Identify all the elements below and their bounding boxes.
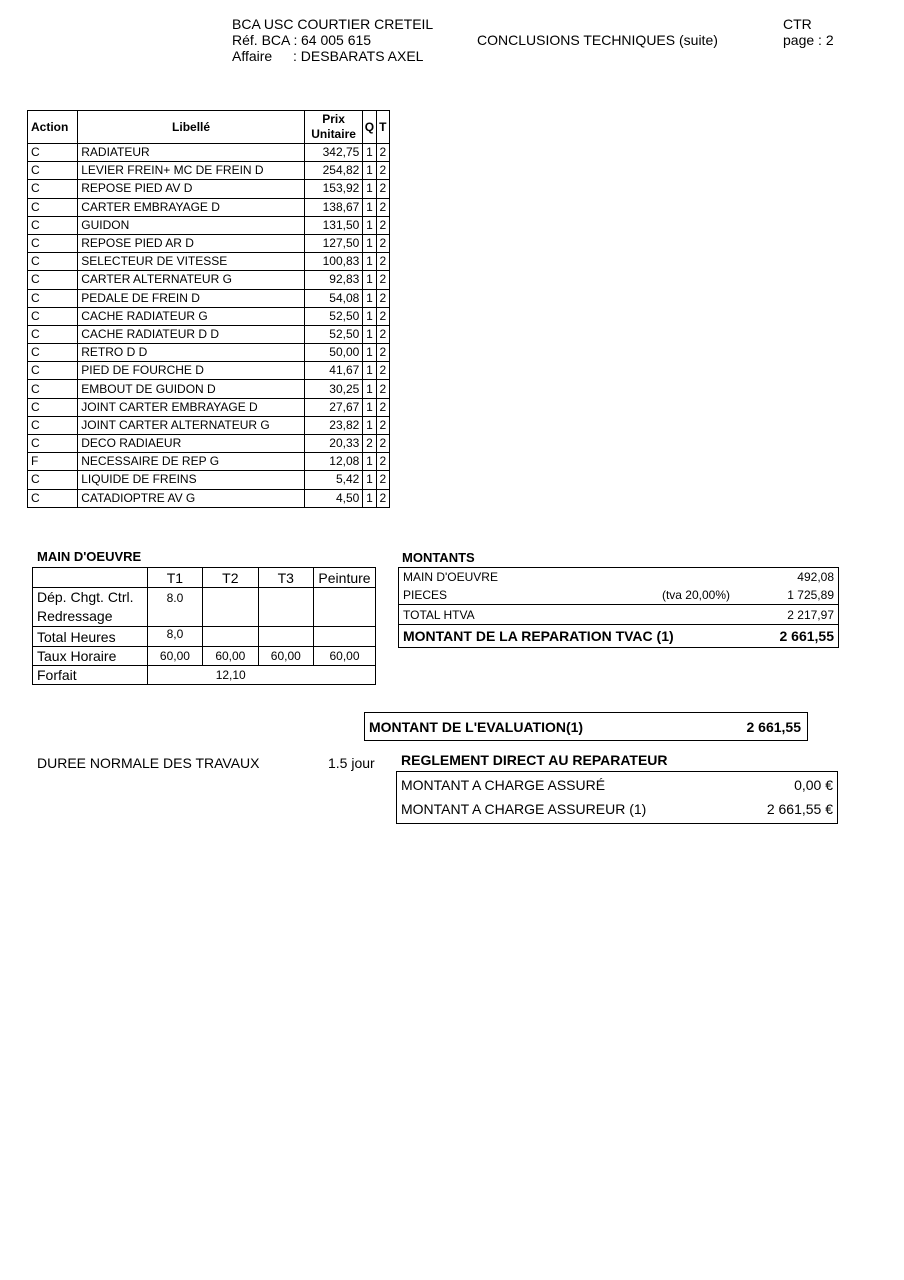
cell-libelle: LIQUIDE DE FREINS <box>78 471 305 489</box>
cell-q: 1 <box>363 398 376 416</box>
table-row <box>28 435 390 453</box>
amounts-title: MONTANTS <box>402 550 475 565</box>
table-row <box>28 489 390 507</box>
cell-q: 1 <box>363 271 376 289</box>
cell-action: C <box>28 289 78 307</box>
cell-prix: 12,08 <box>304 453 362 471</box>
table-row <box>28 216 390 234</box>
table-row <box>28 162 390 180</box>
cell-t: 2 <box>376 289 389 307</box>
dep-label: Dép. Chgt. Ctrl. <box>37 589 134 605</box>
mo-label: MAIN D'OEUVRE <box>403 570 498 584</box>
cell-action: C <box>28 307 78 325</box>
cell-t: 2 <box>376 398 389 416</box>
total-hours-label: Total Heures <box>33 627 148 647</box>
cell-q: 1 <box>363 198 376 216</box>
cell-t: 2 <box>376 453 389 471</box>
cell-libelle: CACHE RADIATEUR D D <box>78 325 305 343</box>
cell-libelle: RADIATEUR <box>78 144 305 162</box>
cell-action: C <box>28 198 78 216</box>
col-libelle: Libellé <box>78 111 305 144</box>
cell-libelle: PIED DE FOURCHE D <box>78 362 305 380</box>
cell-q: 1 <box>363 471 376 489</box>
company-name: BCA USC COURTIER CRETEIL <box>232 16 434 32</box>
cell-action: C <box>28 162 78 180</box>
cell-libelle: LEVIER FREIN+ MC DE FREIN D <box>78 162 305 180</box>
taux-t1: 60,00 <box>147 647 202 666</box>
cell-action: C <box>28 144 78 162</box>
pieces-tva: (tva 20,00%) <box>661 588 730 602</box>
table-row <box>28 398 390 416</box>
cell-prix: 92,83 <box>304 271 362 289</box>
labour-table <box>32 567 376 685</box>
cell-libelle: CARTER ALTERNATEUR G <box>78 271 305 289</box>
parts-table <box>27 110 390 508</box>
cell-t: 2 <box>376 198 389 216</box>
dep-t1: 8.0 <box>147 588 202 627</box>
cell-libelle: EMBOUT DE GUIDON D <box>78 380 305 398</box>
taux-peinture: 60,00 <box>314 647 376 666</box>
cell-t: 2 <box>376 162 389 180</box>
cell-action: F <box>28 453 78 471</box>
labour-col-t2: T2 <box>203 568 258 588</box>
cell-prix: 131,50 <box>304 216 362 234</box>
redressage-label: Redressage <box>37 608 113 624</box>
cell-q: 1 <box>363 162 376 180</box>
cell-action: C <box>28 216 78 234</box>
cell-q: 1 <box>363 216 376 234</box>
cell-t: 2 <box>376 253 389 271</box>
cell-libelle: CATADIOPTRE AV G <box>78 489 305 507</box>
cell-libelle: DECO RADIAEUR <box>78 435 305 453</box>
table-row <box>28 362 390 380</box>
taux-label: Taux Horaire <box>33 647 148 666</box>
cell-action: C <box>28 362 78 380</box>
pieces-label: PIECES <box>403 588 448 602</box>
cell-prix: 5,42 <box>304 471 362 489</box>
cell-t: 2 <box>376 489 389 507</box>
cell-action: C <box>28 180 78 198</box>
cell-t: 2 <box>376 216 389 234</box>
table-row <box>28 325 390 343</box>
pieces-value: 1 725,89 <box>787 588 834 602</box>
cell-action: C <box>28 489 78 507</box>
cell-q: 1 <box>363 344 376 362</box>
taux-t2: 60,00 <box>203 647 258 666</box>
labour-col-t3: T3 <box>258 568 313 588</box>
evaluation-box <box>364 712 808 741</box>
reglement-box <box>396 771 838 824</box>
cell-t: 2 <box>376 435 389 453</box>
col-action: Action <box>28 111 78 144</box>
forfait-label: Forfait <box>33 666 148 685</box>
assureur-value: 2 661,55 € <box>766 801 833 817</box>
cell-q: 1 <box>363 144 376 162</box>
col-prix: Prix Unitaire <box>304 111 362 144</box>
cell-q: 1 <box>363 362 376 380</box>
cell-action: C <box>28 325 78 343</box>
parts-table-body <box>28 144 390 508</box>
cell-action: C <box>28 416 78 434</box>
ref-label: Réf. BCA : <box>232 32 298 48</box>
cell-libelle: JOINT CARTER ALTERNATEUR G <box>78 416 305 434</box>
table-row <box>28 307 390 325</box>
evaluation-label: MONTANT DE L'EVALUATION(1) <box>369 719 584 735</box>
cell-q: 1 <box>363 307 376 325</box>
table-row <box>28 471 390 489</box>
htva-label: TOTAL HTVA <box>399 605 585 625</box>
cell-libelle: SELECTEUR DE VITESSE <box>78 253 305 271</box>
cell-q: 1 <box>363 380 376 398</box>
table-row <box>28 416 390 434</box>
table-row <box>28 198 390 216</box>
table-row <box>28 453 390 471</box>
document-title: CONCLUSIONS TECHNIQUES (suite) <box>477 32 718 48</box>
cell-q: 1 <box>363 289 376 307</box>
cell-q: 1 <box>363 416 376 434</box>
cell-prix: 41,67 <box>304 362 362 380</box>
table-row <box>28 253 390 271</box>
cell-q: 1 <box>363 489 376 507</box>
tvac-value: 2 661,55 <box>750 625 839 648</box>
duration-label: DUREE NORMALE DES TRAVAUX <box>37 755 260 771</box>
duration-value: 1.5 jour <box>328 755 375 771</box>
cell-prix: 254,82 <box>304 162 362 180</box>
cell-t: 2 <box>376 325 389 343</box>
document-code: CTR <box>783 16 812 32</box>
amounts-table <box>398 567 839 648</box>
cell-prix: 52,50 <box>304 325 362 343</box>
htva-value: 2 217,97 <box>750 605 839 625</box>
cell-libelle: NECESSAIRE DE REP G <box>78 453 305 471</box>
cell-libelle: JOINT CARTER EMBRAYAGE D <box>78 398 305 416</box>
cell-libelle: CACHE RADIATEUR G <box>78 307 305 325</box>
mo-value: 492,08 <box>797 570 834 584</box>
cell-t: 2 <box>376 234 389 252</box>
reglement-title: REGLEMENT DIRECT AU REPARATEUR <box>401 752 668 768</box>
cell-libelle: PEDALE DE FREIN D <box>78 289 305 307</box>
cell-action: C <box>28 234 78 252</box>
cell-libelle: GUIDON <box>78 216 305 234</box>
cell-prix: 50,00 <box>304 344 362 362</box>
cell-q: 2 <box>363 435 376 453</box>
cell-libelle: RETRO D D <box>78 344 305 362</box>
cell-action: C <box>28 380 78 398</box>
cell-prix: 20,33 <box>304 435 362 453</box>
cell-action: C <box>28 398 78 416</box>
total-hours-t1: 8,0 <box>147 627 202 647</box>
tvac-label: MONTANT DE LA REPARATION TVAC (1) <box>399 625 751 648</box>
cell-action: C <box>28 344 78 362</box>
cell-prix: 30,25 <box>304 380 362 398</box>
cell-prix: 100,83 <box>304 253 362 271</box>
cell-action: C <box>28 471 78 489</box>
assure-label: MONTANT A CHARGE ASSURÉ <box>401 777 606 793</box>
table-row <box>28 234 390 252</box>
labour-col-t1: T1 <box>147 568 202 588</box>
labour-title: MAIN D'OEUVRE <box>37 549 142 564</box>
forfait-value: 12,10 <box>147 666 375 685</box>
cell-action: C <box>28 435 78 453</box>
col-q: Q <box>363 111 376 144</box>
cell-q: 1 <box>363 325 376 343</box>
cell-libelle: CARTER EMBRAYAGE D <box>78 198 305 216</box>
cell-t: 2 <box>376 307 389 325</box>
cell-prix: 54,08 <box>304 289 362 307</box>
col-t: T <box>376 111 389 144</box>
assureur-label: MONTANT A CHARGE ASSUREUR (1) <box>401 801 647 817</box>
labour-col-peinture: Peinture <box>314 568 376 588</box>
cell-t: 2 <box>376 180 389 198</box>
cell-prix: 23,82 <box>304 416 362 434</box>
cell-prix: 52,50 <box>304 307 362 325</box>
table-row <box>28 289 390 307</box>
ref-value: 64 005 615 <box>301 32 372 48</box>
cell-t: 2 <box>376 471 389 489</box>
cell-t: 2 <box>376 344 389 362</box>
dep-redressage-cell <box>33 588 148 627</box>
cell-prix: 138,67 <box>304 198 362 216</box>
cell-prix: 127,50 <box>304 234 362 252</box>
page-number: page : 2 <box>783 32 834 48</box>
cell-t: 2 <box>376 271 389 289</box>
cell-libelle: REPOSE PIED AR D <box>78 234 305 252</box>
taux-t3: 60,00 <box>258 647 313 666</box>
cell-action: C <box>28 253 78 271</box>
affaire-label: Affaire <box>232 48 273 64</box>
table-row <box>28 144 390 162</box>
cell-q: 1 <box>363 253 376 271</box>
cell-q: 1 <box>363 234 376 252</box>
cell-t: 2 <box>376 380 389 398</box>
assure-value: 0,00 € <box>794 777 833 793</box>
cell-prix: 27,67 <box>304 398 362 416</box>
table-row <box>28 271 390 289</box>
cell-action: C <box>28 271 78 289</box>
evaluation-value: 2 661,55 <box>746 719 801 735</box>
cell-prix: 153,92 <box>304 180 362 198</box>
cell-prix: 4,50 <box>304 489 362 507</box>
cell-libelle: REPOSE PIED AV D <box>78 180 305 198</box>
cell-t: 2 <box>376 362 389 380</box>
cell-q: 1 <box>363 453 376 471</box>
cell-t: 2 <box>376 416 389 434</box>
cell-t: 2 <box>376 144 389 162</box>
table-row <box>28 180 390 198</box>
affaire-value: : DESBARATS AXEL <box>293 48 424 64</box>
table-row <box>28 380 390 398</box>
cell-q: 1 <box>363 180 376 198</box>
cell-prix: 342,75 <box>304 144 362 162</box>
table-row <box>28 344 390 362</box>
